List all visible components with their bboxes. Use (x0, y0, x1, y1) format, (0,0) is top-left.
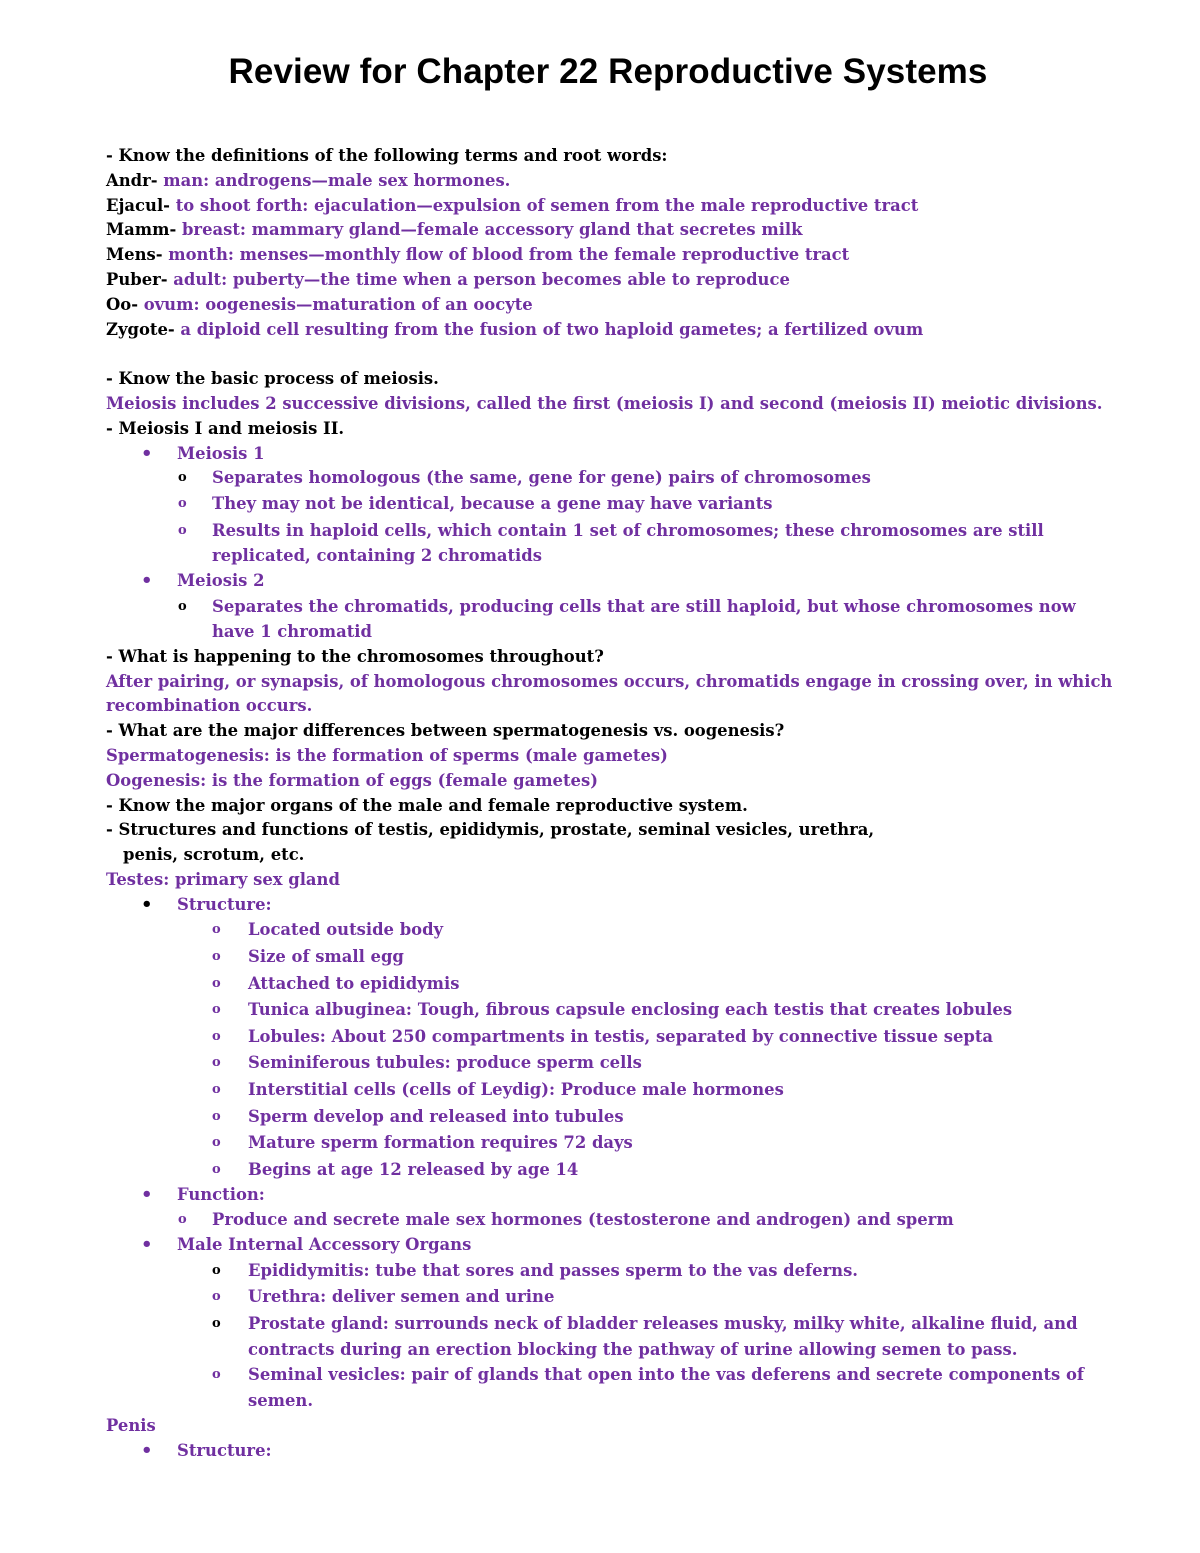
bullet-icon: • (141, 1184, 153, 1206)
spacer (106, 342, 1166, 367)
term-row: Mens- month: menses—monthly flow of blood from the female reproductive tract (106, 245, 850, 265)
list-item: o Tunica albuginea: Tough, fibrous capsule enclosing each testis that creates lobules (106, 997, 1166, 1024)
circle-bullet-icon: o (212, 1028, 221, 1044)
bullet-icon: • (141, 893, 153, 915)
meiosis-answer: Meiosis includes 2 successive divisions, called the first (meiosis I) and second (meiosis II) meiotic divisions. (106, 393, 1103, 413)
meiosis-phases-question: - Meiosis I and meiosis II. (106, 418, 345, 438)
circle-bullet-icon: o (212, 1002, 221, 1018)
list-item: • Structure: (106, 893, 1166, 918)
list-item: o Attached to epididymis (106, 971, 1166, 998)
circle-bullet-icon: o (212, 1289, 221, 1305)
definitions-prompt: - Know the definitions of the following terms and root words: (106, 146, 668, 165)
circle-bullet-icon: o (212, 1367, 221, 1383)
list-item: o Seminal vesicles: pair of glands that open into the vas deferens and secrete components of (106, 1362, 1166, 1389)
term-row: Andr- man: androgens—male sex hormones. (106, 170, 511, 190)
list-item: o Epididymitis: tube that sores and passes sperm to the vas deferns. (106, 1258, 1166, 1285)
list-item: o Seminiferous tubules: produce sperm cells (106, 1050, 1166, 1077)
structures-question: - Structures and functions of testis, epididymis, prostate, seminal vesicles, urethra, (106, 820, 875, 840)
bullet-icon: • (141, 442, 153, 464)
list-item-continuation: replicated, containing 2 chromatids (212, 545, 542, 565)
spermatogenesis-answer: Spermatogenesis: is the formation of sperms (male gametes) (106, 745, 668, 765)
circle-bullet-icon: o (212, 949, 221, 965)
term-row: Oo- ovum: oogenesis—maturation of an oocyte (106, 294, 533, 314)
chromosome-answer-cont: recombination occurs. (106, 696, 313, 716)
list-item: • Male Internal Accessory Organs (106, 1233, 1166, 1258)
circle-bullet-icon: o (212, 1108, 221, 1124)
list-item: o Mature sperm formation requires 72 days (106, 1130, 1166, 1157)
list-item: o Produce and secrete male sex hormones (testosterone and androgen) and sperm (106, 1208, 1166, 1233)
circle-bullet-icon: o (212, 975, 221, 991)
circle-bullet-icon: o (212, 1262, 221, 1278)
chromosome-answer: After pairing, or synapsis, of homologous chromosomes occurs, chromatids engage in crossing over, in which (106, 671, 1113, 691)
list-item-continuation: semen. (248, 1390, 314, 1410)
list-item-continuation: contracts during an erection blocking the pathway of urine allowing semen to pass. (248, 1339, 1018, 1359)
bullet-icon: • (141, 1234, 153, 1256)
list-item: o Urethra: deliver semen and urine (106, 1284, 1166, 1311)
circle-bullet-icon: o (212, 922, 221, 938)
organs-question: - Know the major organs of the male and female reproductive system. (106, 795, 748, 815)
list-item: • Meiosis 1 (106, 442, 1166, 467)
document-body (106, 144, 1166, 1463)
circle-bullet-icon: o (178, 496, 187, 512)
list-item-continuation: have 1 chromatid (212, 621, 372, 641)
circle-bullet-icon: o (178, 1212, 187, 1228)
list-item: o Located outside body (106, 917, 1166, 944)
meiosis-question: - Know the basic process of meiosis. (106, 369, 439, 389)
list-item: • Structure: (106, 1439, 1166, 1464)
list-item: o Results in haploid cells, which contain 1 set of chromosomes; these chromosomes are still (106, 518, 1166, 544)
term-row: Zygote- a diploid cell resulting from the fusion of two haploid gametes; a fertilized ovum (106, 319, 924, 339)
list-item: • Function: (106, 1183, 1166, 1208)
term-row: Mamm- breast: mammary gland—female accessory gland that secretes milk (106, 220, 803, 240)
list-item: o Size of small egg (106, 944, 1166, 971)
list-item: o Prostate gland: surrounds neck of bladder releases musky, milky white, alkaline fluid, and (106, 1311, 1166, 1338)
bullet-icon: • (141, 569, 153, 591)
penis-heading: Penis (106, 1415, 156, 1435)
list-item: o They may not be identical, because a gene may have variants (106, 491, 1166, 517)
term-row: Puber- adult: puberty—the time when a person becomes able to reproduce (106, 269, 790, 289)
list-item: o Interstitial cells (cells of Leydig): Produce male hormones (106, 1077, 1166, 1104)
circle-bullet-icon: o (212, 1161, 221, 1177)
circle-bullet-icon: o (212, 1055, 221, 1071)
circle-bullet-icon: o (212, 1135, 221, 1151)
circle-bullet-icon: o (178, 470, 187, 486)
term-row: Ejacul- to shoot forth: ejaculation—expulsion of semen from the male reproductive tract (106, 195, 919, 215)
oogenesis-answer: Oogenesis: is the formation of eggs (female gametes) (106, 770, 598, 790)
circle-bullet-icon: o (212, 1082, 221, 1098)
circle-bullet-icon: o (212, 1316, 221, 1331)
chromosome-question: - What is happening to the chromosomes throughout? (106, 646, 604, 666)
list-item: o Sperm develop and released into tubules (106, 1104, 1166, 1131)
bullet-icon: • (141, 1439, 153, 1461)
circle-bullet-icon: o (178, 598, 187, 614)
gametogenesis-question: - What are the major differences between spermatogenesis vs. oogenesis? (106, 721, 785, 741)
circle-bullet-icon: o (178, 522, 187, 538)
list-item: o Separates homologous (the same, gene for gene) pairs of chromosomes (106, 466, 1166, 491)
list-item: o Lobules: About 250 compartments in testis, separated by connective tissue septa (106, 1024, 1166, 1051)
list-item: • Meiosis 2 (106, 569, 1166, 594)
term-list (106, 169, 1166, 343)
list-item: o Separates the chromatids, producing cells that are still haploid, but whose chromosomes now (106, 594, 1166, 620)
page-title: Review for Chapter 22 Reproductive Systems (228, 52, 988, 91)
structures-question-cont: penis, scrotum, etc. (123, 845, 305, 865)
list-item: o Begins at age 12 released by age 14 (106, 1157, 1166, 1184)
testes-heading: Testes: primary sex gland (106, 869, 340, 889)
